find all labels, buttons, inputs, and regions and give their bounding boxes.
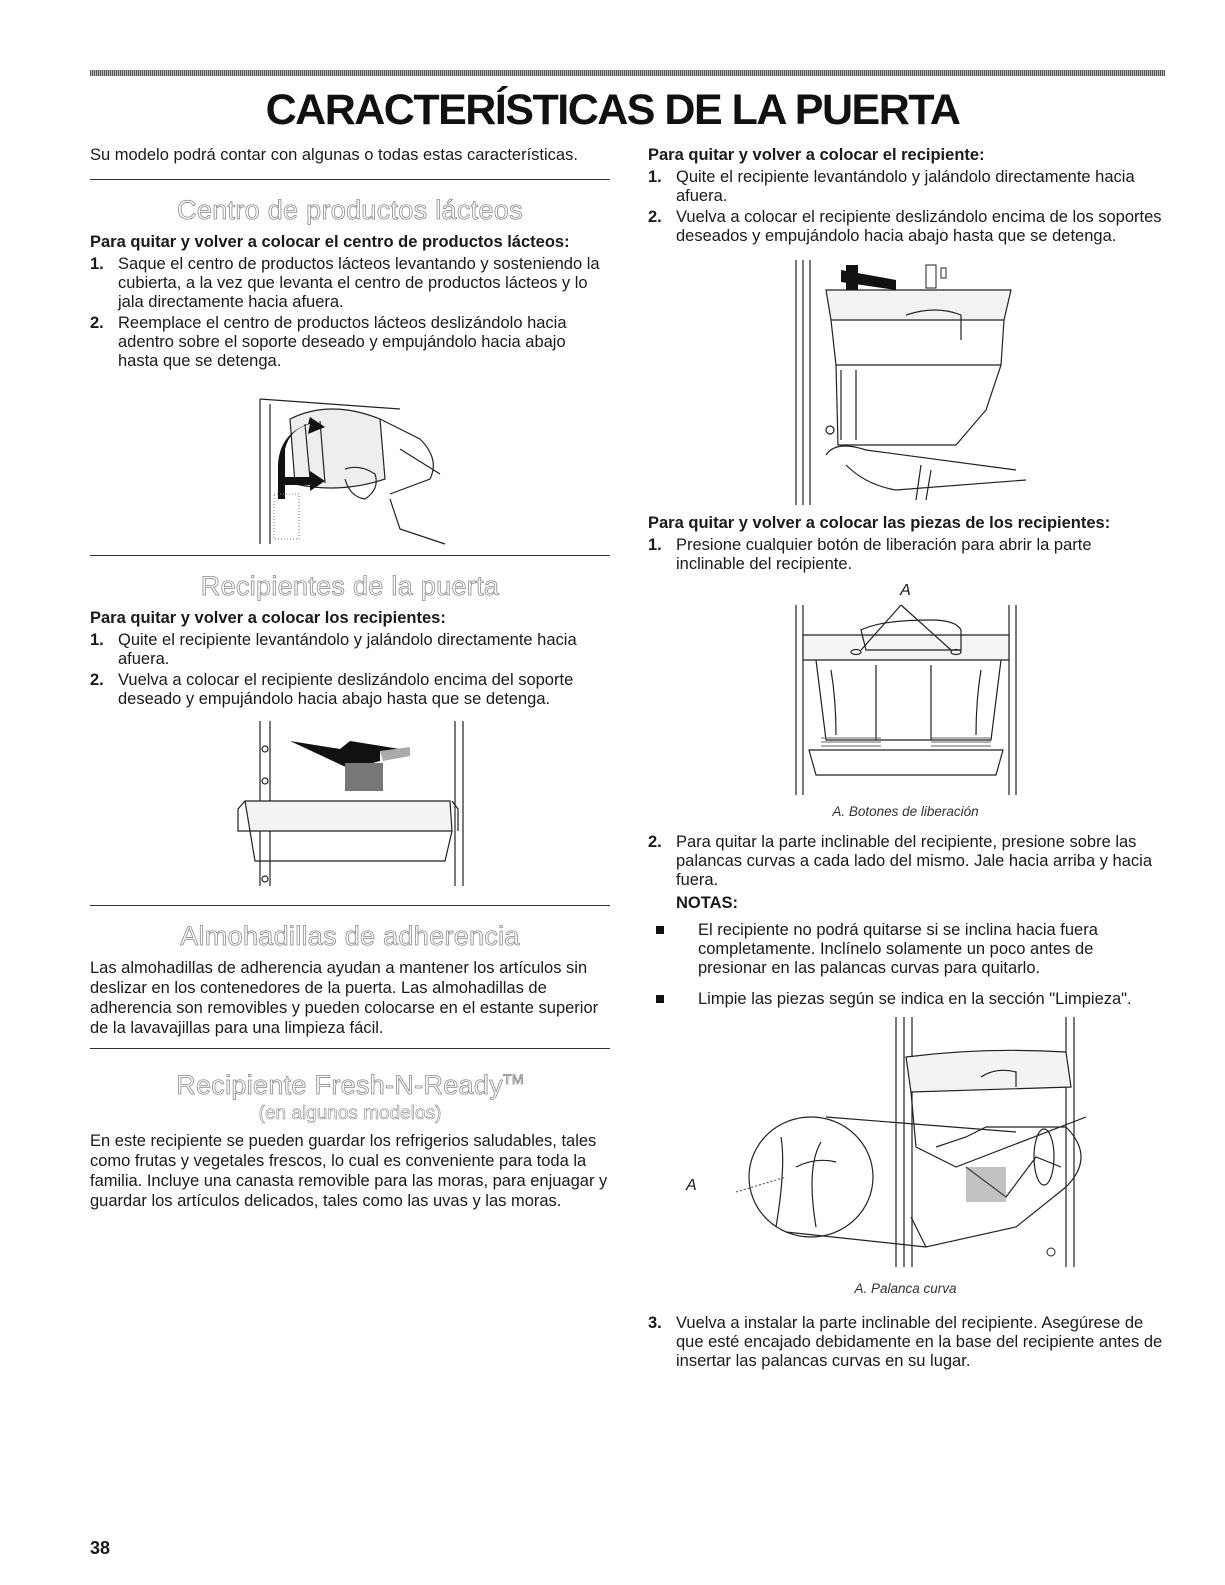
- bin-removal-illustration: [786, 260, 1026, 505]
- note-text: El recipiente no podrá quitarse si se inclina hacia fuera completamente. Inclínelo solamente un poco antes de presionar en las palancas curvas para quitarlo.: [698, 921, 1098, 977]
- door-bins-heading: Para quitar y volver a colocar los recipientes:: [90, 609, 446, 627]
- fig1-caption: A. Botones de liberación: [832, 804, 979, 819]
- list-item: [90, 671, 610, 709]
- step-text: Saque el centro de productos lácteos levantando y sosteniendo la cubierta, a la vez que levanta el centro de productos lácteos y lo jala directamente hacia afuera.: [118, 255, 600, 311]
- bullet: [656, 995, 664, 1003]
- divider: [90, 1048, 610, 1049]
- list-item: [90, 314, 610, 371]
- trademark: TM: [503, 1071, 524, 1087]
- fig2-caption: A. Palanca curva: [854, 1281, 957, 1296]
- bin-heading: Para quitar y volver a colocar el recipiente:: [648, 146, 985, 164]
- list-item: [648, 208, 1163, 246]
- step-text: Reemplace el centro de productos lácteos deslizándolo hacia adentro sobre el soporte deseado y empujándolo hacia abajo hasta que se detenga.: [118, 314, 567, 370]
- notes-list: [648, 921, 1163, 1009]
- curved-lever-illustration: [726, 1017, 1086, 1277]
- step-text: Para quitar la parte inclinable del recipiente, presione sobre las palancas curvas a cada lado del mismo. Jale hacia arriba y hacia fuera.: [676, 833, 1153, 889]
- step-text: Vuelva a instalar la parte inclinable del recipiente. Asegúrese de que esté encajado debidamente en la base del recipiente antes de insertar las palancas curvas en su lugar.: [676, 1314, 1163, 1370]
- step-number: 2.: [90, 314, 104, 332]
- bin-parts-heading: Para quitar y volver a colocar las piezas de los recipientes:: [648, 514, 1111, 532]
- divider: [90, 555, 610, 556]
- pads-text: Las almohadillas de adherencia ayudan a mantener los artículos sin deslizar en los contenedores de la puerta. Las almohadillas de adherencia son removibles y pueden colocarse en el estante superior de la lavavajillas para una limpieza fácil.: [90, 959, 599, 1037]
- door-bin-illustration: [230, 721, 470, 891]
- list-item: [648, 1314, 1163, 1371]
- top-rule: [90, 70, 1165, 76]
- step-number: 1.: [648, 168, 662, 186]
- section-title-door-bins: Recipientes de la puerta: [200, 571, 500, 601]
- callout-label: A: [900, 582, 911, 599]
- callout-label: A: [686, 1177, 697, 1194]
- door-bins-steps: [90, 631, 610, 709]
- fig1-label-wrap: [648, 582, 1163, 600]
- step-text: Vuelva a colocar el recipiente deslizándolo encima del soporte deseado y empujándolo hacia abajo hasta que se detenga.: [118, 671, 574, 708]
- section-title-pads: Almohadillas de adherencia: [180, 921, 520, 951]
- page-number: 38: [90, 1538, 111, 1558]
- right-column: [648, 145, 1163, 1373]
- page-title: CARACTERÍSTICAS DE LA PUERTA: [265, 86, 960, 134]
- step-number: 2.: [648, 208, 662, 226]
- divider: [90, 179, 610, 180]
- list-item: [648, 990, 1163, 1009]
- step-text: Quite el recipiente levantándolo y jalándolo directamente hacia afuera.: [676, 168, 1135, 205]
- note-text: Limpie las piezas según se indica en la sección "Limpieza".: [698, 990, 1132, 1008]
- list-item: [648, 833, 1163, 890]
- step-text: Vuelva a colocar el recipiente deslizándolo encima de los soportes deseados y empujándolo hacia abajo hasta que se detenga.: [676, 208, 1162, 245]
- step-number: 3.: [648, 1314, 662, 1332]
- list-item: [648, 536, 1163, 574]
- section-title-dairy: Centro de productos lácteos: [177, 195, 523, 225]
- bullet: [656, 926, 664, 934]
- bin-parts-step3: [648, 1314, 1163, 1371]
- step-number: 1.: [648, 536, 662, 554]
- step-number: 2.: [648, 833, 662, 851]
- release-buttons-illustration: [791, 600, 1021, 800]
- fresh-subtitle: (en algunos modelos): [258, 1103, 442, 1124]
- list-item: [648, 921, 1163, 978]
- step-text: Presione cualquier botón de liberación para abrir la parte inclinable del recipiente.: [676, 536, 1092, 573]
- list-item: [648, 168, 1163, 206]
- left-column: [90, 145, 610, 1211]
- step-number: 1.: [90, 631, 104, 649]
- intro-text: Su modelo podrá contar con algunas o todas estas características.: [90, 146, 578, 164]
- bin-parts-step1: [648, 536, 1163, 574]
- fresh-text: En este recipiente se pueden guardar los refrigerios saludables, tales como frutas y vegetales frescos, lo cual es conveniente para toda la familia. Incluye una canasta removible para las moras, para enjuagar y guardar los artículos delicados, tales como las uvas y las moras.: [90, 1132, 608, 1210]
- list-item: [90, 631, 610, 669]
- dairy-heading: Para quitar y volver a colocar el centro de productos lácteos:: [90, 233, 570, 251]
- section-title-fresh: [90, 1063, 610, 1101]
- fresh-title-text: Recipiente Fresh-N-Ready: [176, 1070, 503, 1100]
- list-item: [90, 255, 610, 312]
- bin-parts-step2: [648, 833, 1163, 890]
- bin-steps: [648, 168, 1163, 246]
- dairy-steps: [90, 255, 610, 371]
- step-number: 1.: [90, 255, 104, 273]
- notes-label: NOTAS:: [676, 894, 739, 912]
- step-number: 2.: [90, 671, 104, 689]
- divider: [90, 905, 610, 906]
- step-text: Quite el recipiente levantándolo y jalándolo directamente hacia afuera.: [118, 631, 577, 668]
- dairy-center-illustration: [250, 379, 450, 549]
